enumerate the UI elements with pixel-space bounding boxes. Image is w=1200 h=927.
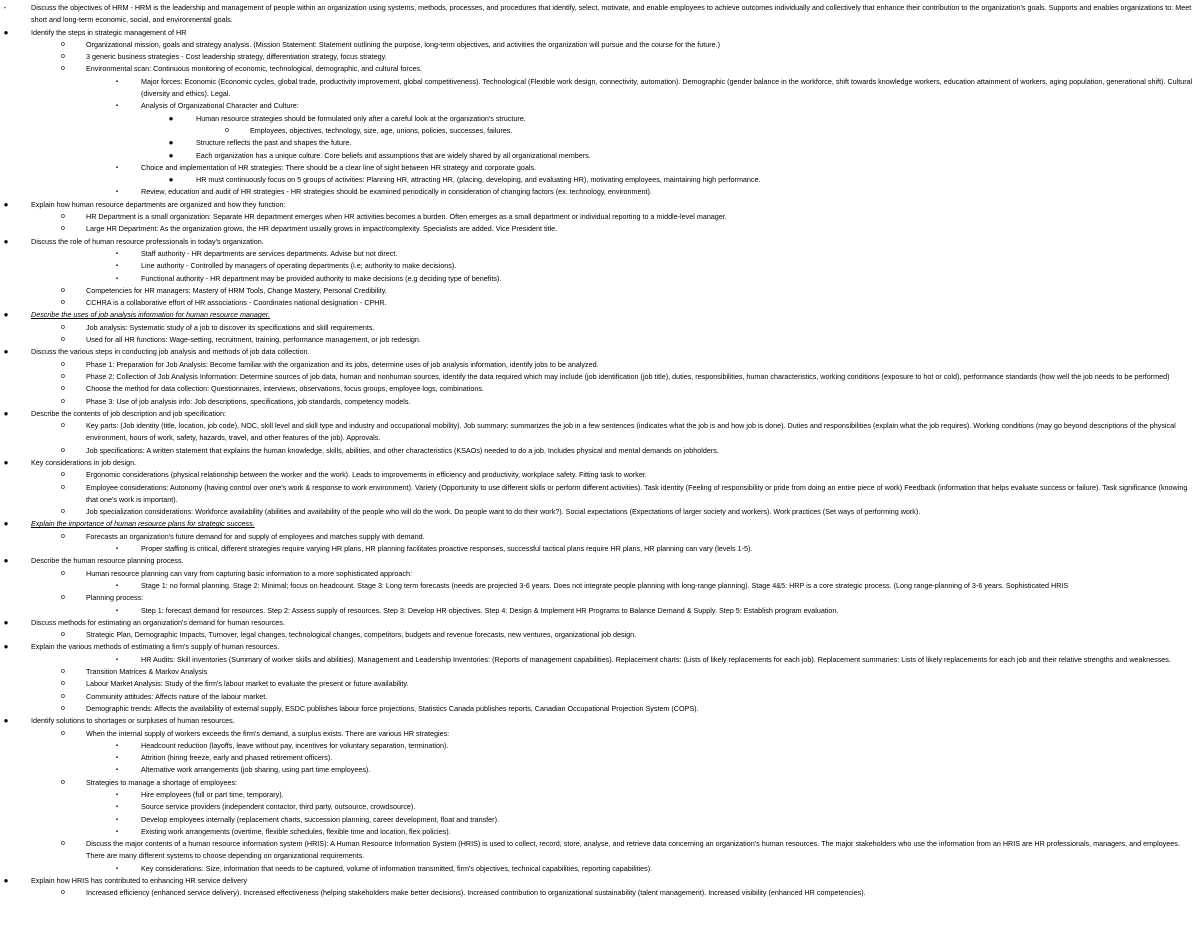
disc-bullet: ● bbox=[168, 113, 174, 123]
item-text: Increased efficiency (enhanced service delivery). Increased effectiveness (helping stakeholders make better decisions). Increased contribution to organizational sustainability (talent management). Increased visibility (enhanced HR competencies). bbox=[86, 888, 866, 898]
item-text: Major forces: Economic (Economic cycles, global trade, productivity improvement, global competitiveness). Technological (Flexible work design, connectivity, automation). Demographic (gender balance in the workforce, shift towards knowledge workers, education attainment of workers, aging population, generational shift). Cultural (diversity and ethics). Legal. bbox=[141, 76, 1193, 99]
item-text: HR must continuously focus on 5 groups of activities: Planning HR, attracting HR, (placing, developing, and evaluating HR), motivating employees, maintaining high performance. bbox=[196, 175, 761, 185]
item-text: Strategies to manage a shortage of employees: bbox=[86, 777, 238, 787]
disc-bullet: ● bbox=[3, 347, 9, 357]
list-item bbox=[0, 715, 1200, 727]
item-text: Discuss the objectives of HRM - HRM is the leadership and management of people within an organization using systems, methods, processes, and procedures that identify, select, motivate, and enable employees to achieve outcomes individually and collectively that enhance their contribution to the organization's goals. Supports and enables organizations to: Meet short and long-term economic, social, and environmental goals. bbox=[31, 3, 1192, 25]
list-item bbox=[0, 51, 1200, 63]
disc-bullet: ● bbox=[168, 150, 174, 160]
list-item bbox=[0, 76, 1200, 101]
item-text: Explain how human resource departments are organized and how they function: bbox=[31, 199, 286, 209]
list-item bbox=[0, 764, 1200, 776]
item-text: Explain how HRIS has contributed to enhancing HR service delivery bbox=[31, 876, 248, 886]
list-item bbox=[0, 838, 1200, 863]
disc-bullet: ● bbox=[3, 199, 9, 209]
disc-bullet: ● bbox=[3, 27, 9, 37]
list-item bbox=[0, 285, 1200, 297]
list-item bbox=[0, 236, 1200, 248]
list-item bbox=[0, 641, 1200, 653]
circle-bullet: o bbox=[61, 631, 65, 639]
list-item bbox=[0, 654, 1200, 666]
square-bullet: ▪ bbox=[115, 767, 119, 774]
list-item bbox=[0, 568, 1200, 580]
list-item bbox=[0, 334, 1200, 346]
disc-bullet: ● bbox=[3, 556, 9, 566]
list-item bbox=[0, 39, 1200, 51]
circle-bullet: o bbox=[61, 323, 65, 331]
item-text: Hire employees (full or part time, temporary). bbox=[141, 790, 284, 799]
item-text: Used for all HR functions: Wage-setting, recruitment, training, performance management, or job redesign. bbox=[86, 335, 421, 345]
square-bullet: ▪ bbox=[115, 582, 119, 589]
list-item bbox=[0, 322, 1200, 334]
circle-bullet: o bbox=[61, 532, 65, 540]
list-item bbox=[0, 555, 1200, 567]
square-bullet: ▪ bbox=[115, 792, 119, 798]
circle-bullet: o bbox=[61, 299, 65, 307]
item-text: Labour Market Analysis: Study of the firm's labour market to evaluate the present or future availability. bbox=[86, 679, 409, 689]
item-text: Key parts: (Job identity (title, location, job code), NOC, skill level and skill type and industry and occupational mobility). Job summary: summarizes the job in a few sentences (indicates what the job is and how job is done). Duties and responsibilities (explain what the job requires). Working conditions (may go beyond descriptions of the physical environment, hours of work, safety, hazards, travel, and other features of the job). Approvals. bbox=[86, 421, 1176, 443]
square-bullet: ▪ bbox=[115, 164, 119, 171]
disc-bullet: ● bbox=[3, 716, 9, 726]
list-item bbox=[0, 506, 1200, 518]
list-item bbox=[0, 223, 1200, 235]
list-item bbox=[0, 150, 1200, 162]
list-item bbox=[0, 186, 1200, 198]
item-text: Phase 1: Preparation for Job Analysis: Become familiar with the organization and its jobs, determine uses of job analysis information, identify jobs to be analyzed. bbox=[86, 359, 599, 369]
circle-bullet: o bbox=[61, 729, 65, 737]
circle-bullet: o bbox=[61, 397, 65, 405]
list-item bbox=[0, 531, 1200, 543]
list-item bbox=[0, 592, 1200, 604]
list-item bbox=[0, 359, 1200, 371]
disc-bullet: ● bbox=[3, 310, 9, 320]
disc-bullet: ● bbox=[168, 138, 174, 148]
square-bullet: ▪ bbox=[115, 816, 119, 823]
list-item bbox=[0, 445, 1200, 457]
list-item bbox=[0, 113, 1200, 125]
circle-bullet: o bbox=[61, 889, 65, 897]
list-item bbox=[0, 260, 1200, 272]
item-text: Functional authority - HR department may be provided authority to make decisions (e.g deciding type of benefits). bbox=[141, 273, 502, 283]
list-item bbox=[0, 666, 1200, 678]
square-bullet: ▪ bbox=[115, 546, 119, 553]
item-text: Employee considerations: Autonomy (having control over one's work & response to work environment). Variety (Opportunity to use different skills or perform different activities). Task identity (Feeling of responsibility or pride from doing an entire piece of work) Feedback (information that helps evaluate success or failure). Task significance (knowing that one's work is important). bbox=[86, 482, 1188, 504]
square-bullet: ▪ bbox=[115, 755, 119, 762]
list-item bbox=[0, 691, 1200, 703]
list-item bbox=[0, 174, 1200, 186]
list-item bbox=[0, 678, 1200, 690]
list-item bbox=[0, 728, 1200, 740]
list-item bbox=[0, 605, 1200, 617]
item-text: Key considerations: Size, information that needs to be captured, volume of information transmitted, firm's objectives, technical capabilities, reporting capabilities). bbox=[141, 863, 653, 873]
list-item bbox=[0, 875, 1200, 887]
item-text: Line authority - Controlled by managers of operating departments (i.e; authority to make decisions). bbox=[141, 261, 457, 271]
square-bullet: ▪ bbox=[115, 804, 119, 811]
list-item bbox=[0, 420, 1200, 445]
circle-bullet: o bbox=[61, 704, 65, 712]
item-text: Existing work arrangements (overtime, flexible schedules, flexible time and location, flex policies). bbox=[141, 826, 451, 836]
circle-bullet: o bbox=[61, 840, 65, 848]
circle-bullet: o bbox=[225, 126, 229, 134]
disc-bullet: ● bbox=[168, 175, 174, 185]
list-item bbox=[0, 2, 1200, 27]
item-text: Organizational mission, goals and strategy analysis. (Mission Statement: Statement outlining the purpose, long-term objectives, and activities the organization will pursue and the course for the future.) bbox=[86, 39, 721, 49]
item-text: Review, education and audit of HR strategies - HR strategies should be examined periodically in consideration of changing factors (ex. technology, environment). bbox=[141, 187, 652, 197]
item-text: Describe the human resource planning process. bbox=[31, 556, 184, 566]
item-text: Job analysis: Systematic study of a job to discover its specifications and skill requirements. bbox=[86, 322, 375, 332]
circle-bullet: o bbox=[61, 422, 65, 430]
list-item bbox=[0, 826, 1200, 838]
item-text: Planning process: bbox=[86, 593, 144, 603]
list-item bbox=[0, 703, 1200, 715]
disc-bullet: ● bbox=[3, 408, 9, 418]
item-text: Each organization has a unique culture. Core beliefs and assumptions that are widely shared by all organizational members. bbox=[196, 150, 591, 160]
disc-bullet: ● bbox=[3, 519, 9, 529]
disc-bullet: ● bbox=[3, 642, 9, 652]
item-text: Attrition (hiring freeze, early and phased retirement officers). bbox=[141, 753, 333, 763]
item-text: Proper staffing is critical, different strategies require varying HR plans, HR planning facilitates proactive responses, successful tactical plans require HR plans, HR planning can vary (levels 1-5). bbox=[141, 544, 753, 554]
item-text: Develop employees internally (replacement charts, succession planning, career development, float and transfer). bbox=[141, 814, 499, 824]
item-text: Choose the method for data collection: Questionnaires, interviews, observations, focus groups, employee logs, combinations. bbox=[86, 384, 484, 394]
square-bullet: ▪ bbox=[115, 263, 119, 270]
item-text: Human resource planning can vary from capturing basic information to a more sophisticated approach: bbox=[86, 568, 413, 578]
list-item bbox=[0, 27, 1200, 39]
item-text: Staff authority - HR departments are services departments. Advise but not direct. bbox=[141, 248, 398, 258]
list-item bbox=[0, 801, 1200, 813]
list-item bbox=[0, 814, 1200, 826]
list-item bbox=[0, 457, 1200, 469]
list-item bbox=[0, 752, 1200, 764]
item-text: Transition Matrices & Markov Analysis bbox=[86, 667, 208, 677]
circle-bullet: o bbox=[61, 483, 65, 491]
list-item bbox=[0, 248, 1200, 260]
item-text: Phase 3: Use of job analysis info: Job descriptions, specifications, job standards, competency models. bbox=[86, 396, 411, 406]
circle-bullet: o bbox=[61, 471, 65, 479]
disc-bullet: ● bbox=[3, 457, 9, 467]
circle-bullet: o bbox=[61, 53, 65, 61]
item-text: Environmental scan: Continuous monitoring of economic, technological, demographic, and cultural forces. bbox=[86, 64, 422, 74]
item-text: Human resource strategies should be formulated only after a careful look at the organization's structure. bbox=[196, 113, 526, 123]
circle-bullet: o bbox=[61, 372, 65, 380]
circle-bullet: o bbox=[61, 508, 65, 516]
list-item bbox=[0, 629, 1200, 641]
list-item bbox=[0, 273, 1200, 285]
item-text: Headcount reduction (layoffs, leave without pay, incentives for voluntary separation, termination). bbox=[141, 740, 449, 750]
square-bullet: ▪ bbox=[115, 607, 119, 614]
list-item bbox=[0, 789, 1200, 801]
item-text: Explain the importance of human resource plans for strategic success. bbox=[31, 519, 255, 529]
item-text: Forecasts an organization's future demand for and supply of employees and matches supply with demand. bbox=[86, 531, 425, 541]
circle-bullet: o bbox=[61, 692, 65, 700]
item-text: Job specifications: A written statement that explains the human knowledge, skills, abilities, and other characteristics (KSAOs) needed to do a job. Includes physical and mental demands on jobholders. bbox=[86, 445, 719, 455]
list-item bbox=[0, 137, 1200, 149]
list-item bbox=[0, 63, 1200, 75]
circle-bullet: o bbox=[61, 446, 65, 454]
circle-bullet: o bbox=[61, 40, 65, 48]
item-text: Ergonomic considerations (physical relationship between the worker and the work). Leads to improvements in efficiency and productivity, workplace safety. Fitting task to worker. bbox=[86, 470, 647, 480]
list-item bbox=[0, 408, 1200, 420]
item-text: Strategic Plan, Demographic Impacts, Turnover, legal changes, technological changes, competitors, budgets and revenue forecasts, new ventures, organizational job design. bbox=[86, 630, 637, 640]
list-item bbox=[0, 887, 1200, 899]
circle-bullet: o bbox=[61, 385, 65, 393]
item-text: Identify solutions to shortages or surpluses of human resources. bbox=[31, 716, 235, 726]
item-text: Step 1: forecast demand for resources. Step 2: Assess supply of resources. Step 3: Develop HR objectives. Step 4: Design & Implement HR Programs to Balance Demand & Supply. Step 5: Establish program evaluation. bbox=[141, 605, 839, 615]
list-item bbox=[0, 396, 1200, 408]
item-text: Demographic trends: Affects the availability of external supply, ESDC publishes labour force projections, Statistics Canada publishes reports, Canadian Occupational Projection System (COPS). bbox=[86, 703, 699, 713]
list-item bbox=[0, 518, 1200, 530]
disc-bullet: ● bbox=[3, 617, 9, 627]
item-text: Large HR Department: As the organization grows, the HR department usually grows in impact/complexity. Specialists are added. Vice President title. bbox=[86, 224, 558, 234]
list-item bbox=[0, 371, 1200, 383]
list-item bbox=[0, 580, 1200, 592]
list-item bbox=[0, 211, 1200, 223]
item-text: Discuss methods for estimating an organization's demand for human resources. bbox=[31, 617, 285, 627]
circle-bullet: o bbox=[61, 286, 65, 294]
list-item bbox=[0, 309, 1200, 321]
list-item bbox=[0, 740, 1200, 752]
item-text: CCHRA is a collaborative effort of HR associations - Coordinates national designation - CPHR. bbox=[86, 298, 387, 308]
square-bullet: ▪ bbox=[115, 78, 119, 85]
circle-bullet: o bbox=[61, 213, 65, 221]
disc-bullet: ● bbox=[3, 236, 9, 246]
item-text: Structure reflects the past and shapes the future. bbox=[196, 138, 352, 148]
item-text: Stage 1: no formal planning. Stage 2: Minimal; focus on headcount. Stage 3: Long term forecasts (needs are projected 3-6 years. Does not integrate people planning with long-range planning). Stage 4&5: HRP is a core strategic process. (Long range-planning of 3-6 years. Sophisticated HRIS bbox=[141, 580, 1069, 590]
circle-bullet: o bbox=[61, 65, 65, 73]
dash-bullet: - bbox=[3, 3, 7, 12]
list-item bbox=[0, 617, 1200, 629]
item-text: Describe the uses of job analysis information for human resource manager. bbox=[31, 310, 271, 320]
circle-bullet: o bbox=[61, 680, 65, 688]
circle-bullet: o bbox=[61, 569, 65, 577]
list-item bbox=[0, 346, 1200, 358]
item-text: Discuss the role of human resource professionals in today's organization. bbox=[31, 236, 264, 246]
list-item bbox=[0, 469, 1200, 481]
item-text: Identify the steps in strategic management of HR bbox=[31, 27, 187, 37]
list-item bbox=[0, 777, 1200, 789]
item-text: Source service providers (independent contactor, third party, outsource, crowdsource). bbox=[141, 802, 416, 812]
circle-bullet: o bbox=[61, 668, 65, 676]
list-item bbox=[0, 383, 1200, 395]
item-text: Explain the various methods of estimating a firm's supply of human resources. bbox=[31, 642, 280, 652]
item-text: Community attitudes: Affects nature of the labour market. bbox=[86, 691, 268, 701]
list-item bbox=[0, 199, 1200, 211]
item-text: HR Audits: Skill inventories (Summary of worker skills and abilities). Management and Leadership Inventories: (Reports of management capabilities). Replacement charts: (Lists of likely replacements for each job). Replacement summaries: Lists of likely replacements for each job and their relative strengths and weaknesses. bbox=[141, 654, 1171, 664]
list-item bbox=[0, 863, 1200, 875]
list-item bbox=[0, 297, 1200, 309]
square-bullet: ▪ bbox=[115, 250, 119, 257]
disc-bullet: ● bbox=[3, 876, 9, 886]
list-item bbox=[0, 162, 1200, 174]
circle-bullet: o bbox=[61, 336, 65, 344]
item-text: Job specialization considerations: Workforce availability (abilities and availability of the people who will do the work. Do people want to do their work?). Social expectations (Expectations of larger society and workers). Work practices (Set ways of performing work). bbox=[86, 507, 921, 517]
square-bullet: ▪ bbox=[115, 103, 119, 110]
item-text: Competencies for HR managers: Mastery of HRM Tools, Change Mastery, Personal Credibility. bbox=[86, 285, 387, 295]
item-text: Choice and implementation of HR strategies: There should be a clear line of sight between HR strategy and corporate goals. bbox=[141, 162, 536, 172]
item-text: Analysis of Organizational Character and Culture: bbox=[141, 101, 299, 111]
item-text: Phase 2: Collection of Job Analysis Information: Determine sources of job data, human and nonhuman sources, identify the data required which may include (job identification (job title), duties, responsibilities, human characteristics, working conditions (exposure to hot or cold), performance standards (how well the job needs to be performed) bbox=[86, 371, 1170, 381]
square-bullet: ▪ bbox=[115, 189, 119, 196]
item-text: Discuss the various steps in conducting job analysis and methods of job data collection. bbox=[31, 347, 310, 357]
square-bullet: ▪ bbox=[115, 275, 119, 282]
circle-bullet: o bbox=[61, 778, 65, 786]
list-item bbox=[0, 543, 1200, 555]
square-bullet: ▪ bbox=[115, 656, 119, 663]
list-item bbox=[0, 482, 1200, 507]
item-text: Employees, objectives, technology, size, age, unions, policies, successes, failures. bbox=[250, 125, 513, 135]
item-text: Alternative work arrangements (job sharing, using part time employees). bbox=[141, 765, 371, 775]
square-bullet: ▪ bbox=[115, 742, 119, 749]
item-text: Describe the contents of job description and job specification: bbox=[31, 408, 226, 418]
circle-bullet: o bbox=[61, 594, 65, 602]
square-bullet: ▪ bbox=[115, 828, 119, 835]
circle-bullet: o bbox=[61, 360, 65, 368]
circle-bullet: o bbox=[61, 225, 65, 233]
item-text: Key considerations in job design. bbox=[31, 457, 137, 467]
item-text: Discuss the major contents of a human resource information system (HRIS): A Human Resource Information System (HRIS) is used to collect, record, store, analyse, and retrieve data concerning an organization's human resources. The major stakeholders who use the information from an HRIS are HR professionals, managers, and employees. There are many different systems to choose depending on organizational requirements. bbox=[86, 839, 1180, 861]
list-item bbox=[0, 125, 1200, 137]
item-text: 3 generic business strategies - Cost leadership strategy, differentiation strategy, focus strategy. bbox=[86, 52, 387, 62]
item-text: HR Department is a small organization: Separate HR department emerges when HR activities becomes a burden. Often emerges as a small department or individual reporting to a middle-level manager. bbox=[86, 212, 727, 222]
item-text: When the internal supply of workers exceeds the firm's demand, a surplus exists. There are various HR strategies: bbox=[86, 728, 450, 738]
list-item bbox=[0, 100, 1200, 112]
square-bullet: ▪ bbox=[115, 865, 119, 872]
